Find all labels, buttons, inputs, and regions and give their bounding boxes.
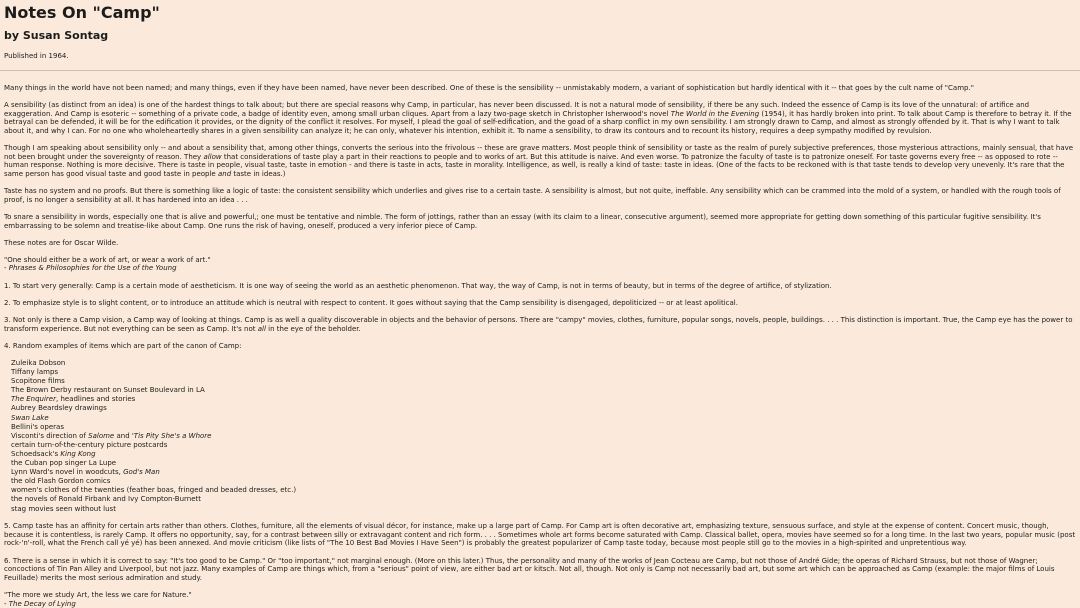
emphasis-all: all bbox=[257, 324, 266, 333]
paragraph-taste bbox=[4, 144, 1076, 178]
text-span: Schoedsack's bbox=[11, 449, 61, 458]
paragraph-sensibility bbox=[4, 101, 1076, 135]
text-span: (1954), it has hardly broken into print. To talk about Camp is therefore to betray it. If the betrayal can be defended, it will be for the edification it provides, or the dignity of the conflict it resolves. For myself, I plead the goal of self-edification, and the goad of a sharp conflict in my own sensibility. I am strongly drawn to Camp, and almost as strongly offended by it. That is why I want to talk about it, and why I can. For no one who wholeheartedly shares in a given sensibility can analyze it; he can only, whatever his intention, exhibit it. To name a sensibility, to draw its contours and to recount its history, requires a deep sympathy modified by revulsion. bbox=[4, 109, 1072, 135]
list-item bbox=[11, 450, 1076, 459]
text-span: Salome bbox=[88, 431, 115, 440]
article-header bbox=[0, 0, 1080, 61]
list-item: Aubrey Beardsley drawings bbox=[11, 404, 107, 413]
text-span: 3. Not only is there a Camp vision, a Camp way of looking at things. Camp is as well a quality discoverable in objects and the behavior of persons. There are "campy" movies, clothes, furniture, popular songs, novels, people, buildings. . . . This distinction is important. True, the Camp eye has the power to transform experience. But not everything can be seen as Camp. It's not bbox=[4, 316, 1073, 333]
epigraph-quote: "The more we study Art, the less we care for Nature." bbox=[4, 590, 192, 599]
text-span: Visconti's direction of bbox=[11, 431, 89, 440]
note-1: 1. To start very generally: Camp is a certain mode of aestheticism. It is one way of seeing the world as an aesthetic phenomenon. That way, the way of Camp, is not in terms of beauty, but in terms of the degree of artifice, of stylization. bbox=[4, 281, 832, 290]
list-item: the Cuban pop singer La Lupe bbox=[11, 459, 117, 468]
text-span: taste in ideas.) bbox=[231, 169, 286, 178]
publication-note: Published in 1964. bbox=[4, 52, 69, 60]
note-2: 2. To emphasize style is to slight content, or to introduce an attitude which is neutral with respect to content. It goes without saying that the Camp sensibility is disengaged, depoliticized -- or at least apolitical. bbox=[4, 298, 738, 307]
text-span: A sensibility (as distinct from an idea) is one of the hardest things to talk about; but there are special reasons why Camp, in particular, has never been discussed. It is not a natural mode of sensibility, if there be any such. Indeed the essence of Camp is its love of the unnatural: of artifice and exaggeration. And Camp is esoteric -- something of a private code, a badge of identity even, among small urban cliques. Apart from a lazy two-page sketch in Christopher Isherwood's novel bbox=[4, 101, 1030, 118]
epigraph-source: Phrases & Philosophies for the Use of the Young bbox=[8, 264, 177, 273]
epigraph-wilde-2 bbox=[4, 591, 1076, 608]
epigraph-attribution bbox=[4, 264, 1076, 273]
text-span: The Enquirer bbox=[11, 395, 56, 404]
epigraph-source: The Decay of Lying bbox=[8, 599, 76, 608]
epigraph-wilde-1 bbox=[4, 256, 1076, 273]
intro-paragraph: Many things in the world have not been named; and many things, even if they have been named, have never been described. One of these is the sensibility -- unmistakably modern, a variant of sophistication but hardly identical with it -- that goes by the cult name of "Camp." bbox=[4, 84, 974, 92]
text-span: , headlines and stories bbox=[56, 395, 136, 404]
list-item: Bellini's operas bbox=[11, 422, 64, 431]
note-5: 5. Camp taste has an affinity for certain arts rather than others. Clothes, furniture, all the elements of visual décor, for instance, make up a large part of Camp. For Camp art is often decorative art, emphasizing texture, sensuous surface, and style at the expense of content. Concert music, though, because it is contentless, is rarely Camp. It offers no opportunity, say, for a contrast between silly or extravagant content and rich form. . . . Sometimes whole art forms become saturated with Camp. Classical ballet, opera, movies have seemed so for a long time. In the last two years, popular music (post rock-'n'-roll, what the French call yé yé) has been annexed. And movie criticism (like lists of "The 10 Best Bad Movies I Have Seen") is probably the greatest popularizer of Camp taste today, because most people still go to the movies in a high-spirited and unpretentious way. bbox=[4, 522, 1076, 548]
text-span: King Kong bbox=[60, 449, 96, 458]
article-body bbox=[0, 84, 1080, 608]
list-item: certain turn-of-the-century picture postcards bbox=[11, 440, 168, 449]
list-item: the old Flash Gordon comics bbox=[11, 477, 111, 486]
note-6: 6. There is a sense in which it is correct to say: "It's too good to be Camp." Or "too important," not marginal enough. (More on this later.) Thus, the personality and many of the works of Jean Cocteau are Camp, but not those of André Gide; the operas of Richard Strauss, but not those of Wagner; concoctions of Tin Pan Alley and Liverpool, but not jazz. Many examples of Camp are things which, from a "serious" point of view, are either bad art or kitsch. Not all, though. Not only is Camp not necessarily bad art, but some art which can be approached as Camp (example: the major films of Louis Feuillade) merits the most serious admiration and study. bbox=[4, 556, 1055, 582]
list-item bbox=[11, 468, 1076, 477]
list-item: Tiffany lamps bbox=[11, 368, 59, 377]
list-item: stag movies seen without lust bbox=[11, 504, 116, 513]
page-title: Notes On "Camp" bbox=[4, 3, 160, 22]
note-4-intro: 4. Random examples of items which are part of the canon of Camp: bbox=[4, 341, 242, 350]
text-span: God's Man bbox=[123, 468, 160, 477]
list-item: the novels of Ronald Firbank and Ivy Compton-Burnett bbox=[11, 495, 201, 504]
list-item: women's clothes of the twenties (feather boas, fringed and beaded dresses, etc.) bbox=[11, 486, 297, 495]
book-title-world-in-the-evening: The World in the Evening bbox=[670, 109, 760, 118]
text-span: 'Tis Pity She's a Whore bbox=[131, 431, 212, 440]
camp-examples-list bbox=[4, 359, 1076, 514]
emphasis-allow: allow bbox=[203, 152, 222, 161]
byline: by Susan Sontag bbox=[4, 29, 109, 42]
note-3 bbox=[4, 316, 1076, 333]
dedication: These notes are for Oscar Wilde. bbox=[4, 238, 119, 247]
text-span: in the eye of the beholder. bbox=[265, 324, 361, 333]
paragraph-jottings: To snare a sensibility in words, especially one that is alive and powerful,; one must be tentative and nimble. The form of jottings, rather than an essay (with its claim to a linear, consecutive argument), seemed more appropriate for getting down something of this particular fugitive sensibility. It's embarrassing to be solemn and treatise-like about Camp. One runs the risk of having, oneself, produced a very inferior piece of Camp. bbox=[4, 212, 1041, 230]
list-item: Zuleika Dobson bbox=[11, 359, 66, 367]
text-span: that considerations of taste play a part in their reactions to people and to works of art. But this attitude is naive. And even worse. To patronize the faculty of taste is to patronize oneself. For taste governs every free -- as opposed to rote -- human response. Nothing is more decisive. There is taste in people, visual taste, taste in emotion - and there is taste in acts, taste in morality. Intelligence, as well, is really a kind of taste: taste in ideas. (One of the facts to be reckoned with is that taste tends to develop very unevenly. It's rare that the same person has good visual taste and good taste in people bbox=[4, 152, 1065, 178]
paragraph-logic-of-taste: Taste has no system and no proofs. But there is something like a logic of taste: the consistent sensibility which underlies and gives rise to a certain taste. A sensibility is almost, but not quite, ineffable. Any sensibility which can be crammed into the mold of a system, or handled with the rough tools of proof, is no longer a sensibility at all. It has hardened into an idea . . . bbox=[4, 187, 1061, 204]
epigraph-quote: "One should either be a work of art, or wear a work of art." bbox=[4, 255, 211, 264]
emphasis-and: and bbox=[217, 169, 232, 178]
list-item bbox=[11, 395, 1076, 404]
text-span: and bbox=[114, 431, 132, 440]
list-item: The Brown Derby restaurant on Sunset Boulevard in LA bbox=[11, 386, 205, 395]
text-span: Lynn Ward's novel in woodcuts, bbox=[11, 468, 124, 477]
text-span: Though I am speaking about sensibility only -- and about a sensibility that, among other things, converts the serious into the frivolous -- these are grave matters. Most people think of sensibility or taste as the realm of purely subjective preferences, those mysterious attractions, mainly sensual, that have not been brought under the sovereignty of reason. They bbox=[4, 144, 1074, 161]
text-span: - bbox=[4, 264, 9, 273]
header-divider bbox=[0, 70, 1080, 71]
list-item bbox=[11, 432, 1076, 441]
text-span: - bbox=[4, 599, 9, 608]
list-item: Swan Lake bbox=[11, 413, 49, 422]
list-item: Scopitone films bbox=[11, 377, 65, 386]
